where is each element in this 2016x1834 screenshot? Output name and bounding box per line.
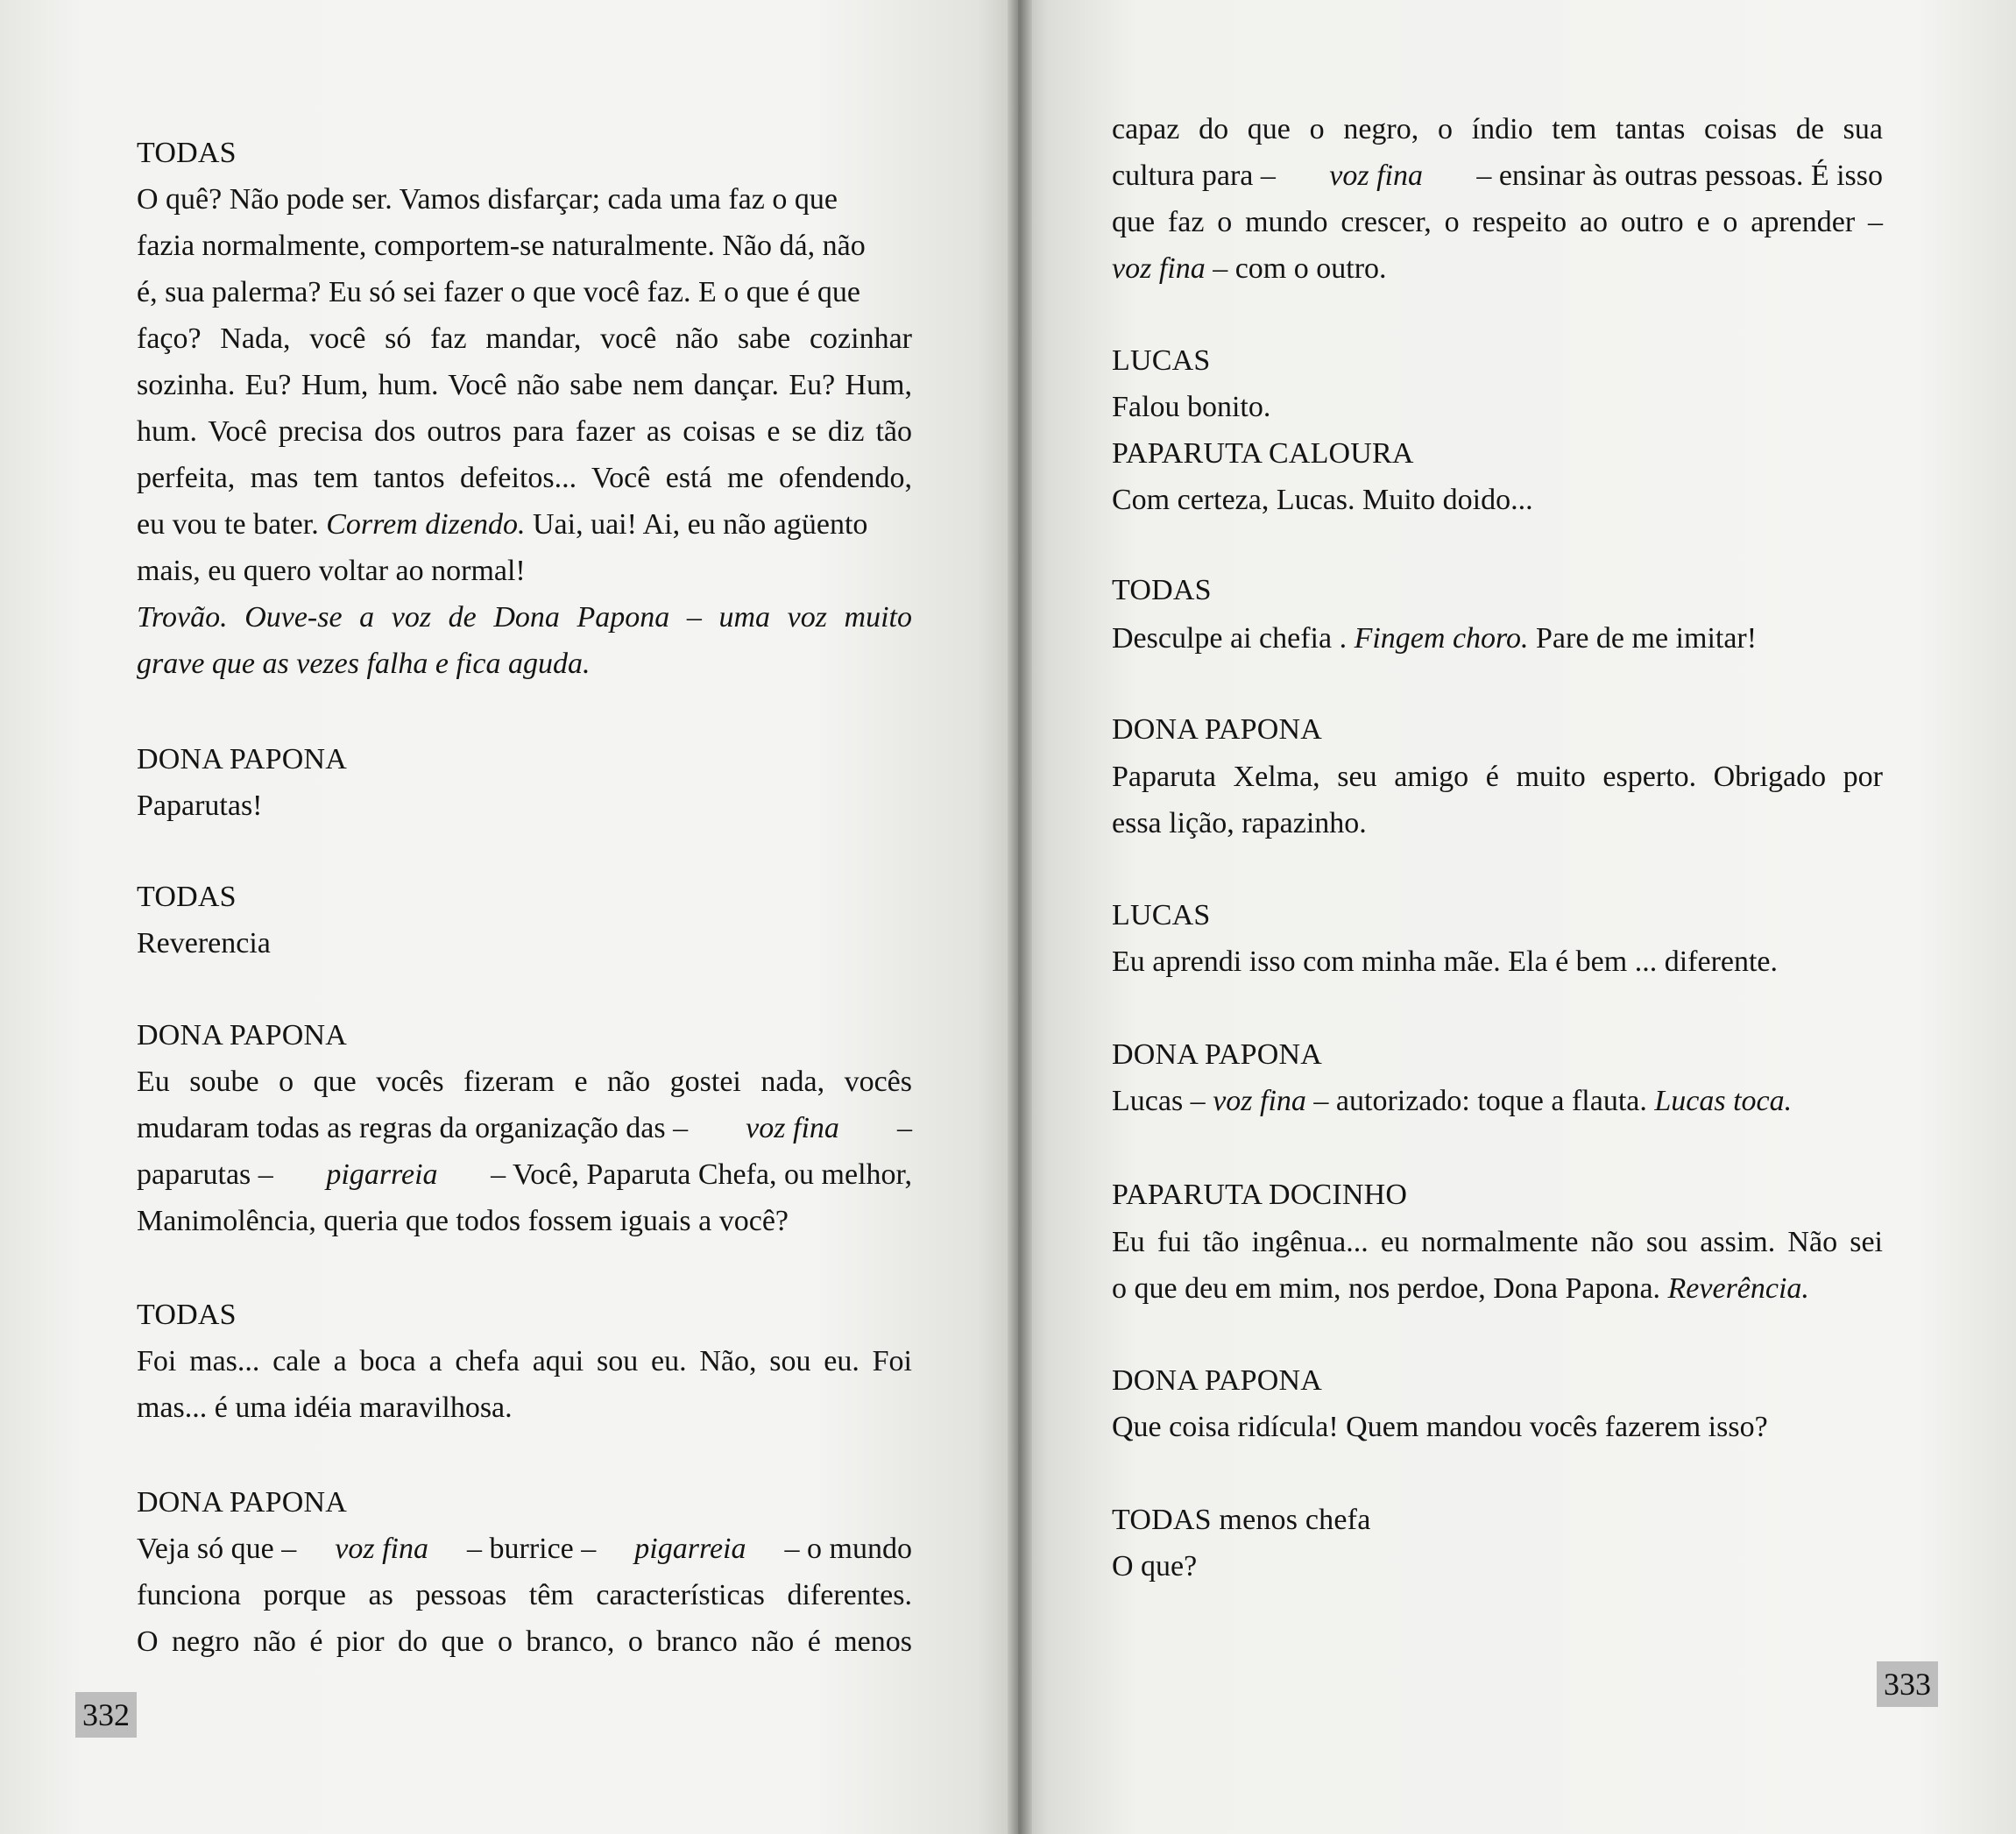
speaker-name: TODAS: [137, 1299, 237, 1331]
stage-direction: voz fina: [1213, 1085, 1306, 1117]
stage-direction: pigarreia: [326, 1158, 438, 1191]
line-text: fazia normalmente, comportem-se naturalmente. Não dá, não: [137, 230, 866, 262]
line-text: O quê? Não pode ser. Vamos disfarçar; cada uma faz o que: [137, 183, 838, 216]
dialogue-line: faço? Nada, você só faz mandar, você não sabe cozinhar: [137, 322, 912, 355]
stage-direction-text: Trovão. Ouve-se a voz de Dona Papona – uma voz muito: [137, 601, 912, 634]
speaker-name: DONA PAPONA: [137, 743, 347, 775]
dialogue-line: mais, eu quero voltar ao normal!: [137, 555, 526, 587]
dialogue-line: [1112, 615, 1757, 662]
stage-direction: [137, 641, 590, 687]
line-text: – ensinar às outras pessoas. É isso: [1476, 159, 1883, 192]
line-text: –: [896, 1112, 912, 1144]
line-text: – com o outro.: [1213, 252, 1387, 285]
dialogue-line: [137, 1151, 912, 1198]
line-text: cultura para –: [1112, 159, 1276, 192]
dialogue-line: Eu soube o que vocês fizeram e não gostei nada, vocês: [137, 1066, 912, 1098]
dialogue-line: capaz do que o negro, o índio tem tantas coisas de sua: [1112, 113, 1883, 145]
stage-direction: Fingem choro.: [1354, 622, 1529, 655]
line-text: Desculpe ai chefia .: [1112, 622, 1348, 655]
page-number: 332: [75, 1692, 137, 1738]
dialogue-line: [137, 269, 912, 315]
dialogue-line: [137, 223, 912, 269]
line-text: paparutas –: [137, 1158, 273, 1191]
dialogue-line: [1112, 245, 1387, 292]
dialogue-line: Que coisa ridícula! Quem mandou vocês fazerem isso?: [1112, 1411, 1768, 1443]
dialogue-line: Reverencia: [137, 927, 271, 959]
dialogue-line: hum. Você precisa dos outros para fazer as coisas e se diz tão: [137, 415, 912, 448]
line-text: o que deu em mim, nos perdoe, Dona Papona.: [1112, 1272, 1661, 1305]
dialogue-line: Com certeza, Lucas. Muito doido...: [1112, 484, 1533, 516]
dialogue-line: Eu aprendi isso com minha mãe. Ela é bem ... diferente.: [1112, 945, 1779, 978]
line-text: mudaram todas as regras da organização das –: [137, 1112, 689, 1144]
dialogue-line: essa lição, rapazinho.: [1112, 807, 1367, 839]
line-text: Veja só que –: [137, 1533, 297, 1565]
speaker-name: TODAS menos chefa: [1112, 1504, 1371, 1536]
dialogue-line: que faz o mundo crescer, o respeito ao outro e o aprender –: [1112, 206, 1883, 238]
stage-direction-text: grave que as vezes falha e fica aguda.: [137, 648, 591, 680]
line-text: – Você, Paparuta Chefa, ou melhor,: [491, 1158, 912, 1191]
line-text: eu vou te bater.: [137, 508, 319, 541]
line-text: – o mundo: [784, 1533, 912, 1565]
stage-direction: voz fina: [335, 1533, 428, 1565]
dialogue-line: Falou bonito.: [1112, 391, 1271, 423]
dialogue-line: [137, 1105, 912, 1151]
dialogue-line: sozinha. Eu? Hum, hum. Você não sabe nem dançar. Eu? Hum,: [137, 369, 912, 401]
line-text: é, sua palerma? Eu só sei fazer o que você faz. E o que é que: [137, 276, 860, 308]
dialogue-line: Paparuta Xelma, seu amigo é muito esperto. Obrigado por: [1112, 761, 1883, 793]
stage-direction: Correm dizendo.: [326, 508, 526, 541]
page-number: 333: [1877, 1661, 1938, 1707]
stage-direction: [137, 594, 912, 641]
dialogue-line: [137, 176, 912, 223]
speaker-name: PAPARUTA DOCINHO: [1112, 1179, 1408, 1211]
stage-direction: Lucas toca.: [1654, 1085, 1793, 1117]
line-text: – autorizado: toque a flauta.: [1313, 1085, 1647, 1117]
dialogue-line: [137, 1526, 912, 1572]
speaker-name: TODAS: [1112, 574, 1212, 606]
dialogue-line: O negro não é pior do que o branco, o branco não é menos: [137, 1625, 912, 1658]
dialogue-line: funciona porque as pessoas têm características diferentes.: [137, 1579, 912, 1611]
stage-direction: Reverência.: [1667, 1272, 1809, 1305]
speaker-name: DONA PAPONA: [137, 1019, 347, 1052]
dialogue-line: O que?: [1112, 1550, 1198, 1583]
speaker-name: DONA PAPONA: [1112, 713, 1322, 746]
line-text: Lucas –: [1112, 1085, 1206, 1117]
right-page: [1018, 0, 2016, 1834]
dialogue-line: [1112, 1265, 1809, 1312]
dialogue-line: [137, 501, 867, 548]
dialogue-line: mas... é uma idéia maravilhosa.: [137, 1391, 513, 1424]
dialogue-line: Manimolência, queria que todos fossem iguais a você?: [137, 1205, 789, 1237]
speaker-name: TODAS: [137, 881, 237, 913]
book-gutter-shadow: [1008, 0, 1032, 1834]
speaker-name: LUCAS: [1112, 899, 1211, 931]
speaker-name: LUCAS: [1112, 344, 1211, 377]
stage-direction: voz fina: [1329, 159, 1423, 192]
line-text: – burrice –: [467, 1533, 597, 1565]
speaker-name: DONA PAPONA: [1112, 1364, 1322, 1397]
speaker-name: DONA PAPONA: [137, 1486, 347, 1519]
dialogue-line: Foi mas... cale a boca a chefa aqui sou eu. Não, sou eu. Foi: [137, 1345, 912, 1377]
line-text: Pare de me imitar!: [1536, 622, 1758, 655]
speaker-name: DONA PAPONA: [1112, 1038, 1322, 1071]
line-text: Uai, uai! Ai, eu não agüento: [533, 508, 868, 541]
stage-direction: voz fina: [1112, 252, 1206, 285]
speaker-name: TODAS: [137, 137, 237, 169]
stage-direction: voz fina: [746, 1112, 839, 1144]
dialogue-line: [1112, 1078, 1792, 1124]
dialogue-line: Paparutas!: [137, 790, 263, 822]
speaker-name: PAPARUTA CALOURA: [1112, 437, 1414, 470]
dialogue-line: Eu fui tão ingênua... eu normalmente não sou assim. Não sei: [1112, 1226, 1883, 1258]
stage-direction: pigarreia: [634, 1533, 746, 1565]
dialogue-line: perfeita, mas tem tantos defeitos... Você está me ofendendo,: [137, 462, 912, 494]
dialogue-line: [1112, 152, 1883, 199]
